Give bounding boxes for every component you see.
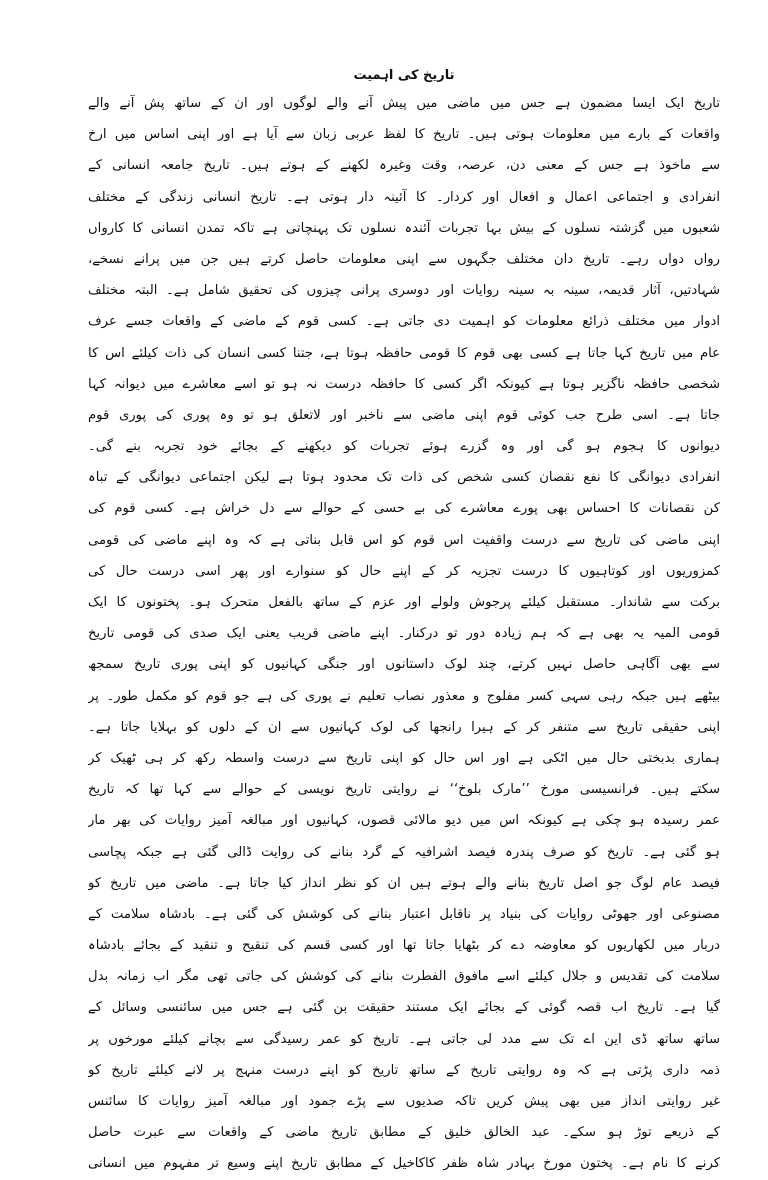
text-line: اپنی حقیقی تاریخ سے متنفر کر کے ہیرا رانجھا کی لوک کہانیوں سے ان کے دلوں کو بہلایا جاتا ہے۔ — [88, 719, 720, 735]
text-line: کمزوریوں اور کوتاہیوں کا درست تجزیہ کر کے اپنے حال کو سنوارے اور پھر اسی درست حال کی — [88, 563, 720, 579]
document-page — [88, 66, 720, 1172]
text-line: ادوار میں مختلف ذرائع معلومات کو اہمیت دی جاتی ہے۔ کسی قوم کے ماضی کے واقعات جسے عرف — [88, 314, 720, 330]
document-body — [88, 88, 720, 1180]
text-line: ذمہ داری پڑتی ہے کہ وہ روایتی تاریخ کے ساتھ تاریخ کو اپنے درست منہج پر لانے کیلئے تاریخ کو — [88, 1062, 720, 1078]
text-line: کے ذریعے توڑ ہو سکے۔ عبد الخالق خلیق کے مطابق تاریخ ماضی کے واقعات سے عبرت حاصل — [88, 1125, 720, 1141]
text-line: سے ماخوذ ہے جس کے معنی دن، عرصہ، وقت وغیرہ لکھنے کے ہوتے ہیں۔ تاریخ جامعہ انسانی کے — [88, 158, 720, 174]
text-line: تاریخ ایک ایسا مضمون ہے جس میں ماضی میں پیش آنے والے لوگوں اور ان کے ساتھ پش آنے والے — [88, 96, 720, 111]
text-line: ہو گئی ہے۔ تاریخ کو صرف پندرہ فیصد اشرافیہ کے گرد بنانے کی روایت ڈالی گئی ہے جبکہ پچاسی — [88, 844, 720, 860]
text-line: کن نقصانات کا احساس بھی پورے معاشرے کی بے حسی کے حوالے سے دل خراش ہے۔ کسی قوم کی — [88, 501, 720, 517]
text-line: گیا ہے۔ تاریخ اب قصہ گوئی کے بجائے ایک مستند حقیقت بن گئی ہے جس میں سائنسی وسائل کے — [88, 1000, 720, 1016]
text-line: برکت سے شاندار۔ مستقبل کیلئے پرجوش ولولے اور عزم کے ساتھ بالفعل متحرک ہو۔ پختونوں کا ایک — [88, 595, 720, 610]
text-line: شخصی حافظہ ناگزیر ہوتا ہے کیونکہ اگر کسی کا حافظہ درست نہ ہو تو اسے معاشرے میں دیوانہ کہا — [88, 376, 720, 392]
text-line: واقعات کے بارے میں معلومات ہوتی ہیں۔ تاریخ کا لفظ عربی زبان سے آیا ہے اور اپنی اساس میں ارخ — [88, 127, 720, 143]
text-line: مصنوعی اور جھوٹی روایات کی بنیاد پر ناقابل اعتبار بنانے کی کوشش کی گئی ہے۔ بادشاہ سلامت کے — [88, 906, 720, 922]
text-line: سے بھی آگاہی حاصل نہیں کرتے، چند لوک داستانوں اور جنگی کہانیوں کو اپنی پوری تاریخ سمجھ — [88, 657, 720, 673]
text-line: شہادتیں، آثار قدیمہ، سینہ بہ سینہ روایات اور دوسری پرانی چیزوں کی تحقیق شامل ہے۔ البتہ مختلف — [88, 283, 720, 299]
text-line: کرنے کا نام ہے۔ پختون مورخ بہادر شاہ ظفر کاکاخیل کے مطابق تاریخ اپنے وسیع تر مفہوم میں انسانی — [88, 1156, 720, 1172]
text-line: ساتھ ساتھ ڈی این اے تک سے مدد لی جاتی ہے۔ تاریخ کو عمر رسیدگی سے بچانے کیلئے مورخوں پر — [88, 1031, 720, 1047]
text-line: عام میں تاریخ کہا جاتا ہے کسی بھی قوم کا قومی حافظہ ہوتا ہے، جتنا کسی انسان کی ذات کیلئے اس کا — [88, 345, 720, 361]
text-line: غیر روایتی انداز میں بھی پیش کریں تاکہ صدیوں سے پڑے جمود اور مبالغہ آمیز روایات کا سائنس — [88, 1094, 720, 1109]
text-line: دربار میں لکھاریوں کو معاوضہ دے کر بٹھایا جاتا تھا اور کسی قسم کی تنقیح و تنقید کے بجائے بادشاہ — [88, 938, 720, 954]
text-line: شعبوں میں گزشتہ نسلوں کے بیش بہا تجربات آئندہ نسلوں تک پہنچاتی ہے تاکہ تمدن انسانی کا کارواں — [88, 220, 720, 236]
text-line: انفرادی دیوانگی کا نفع نقصان کسی شخص کی ذات تک محدود ہوتا ہے لیکن اجتماعی دیوانگی کے تباہ — [88, 470, 720, 486]
text-line: جاتا ہے۔ اسی طرح جب کوئی قوم اپنی ماضی سے ناخبر اور لاتعلق ہو تو وہ پوری کی پوری قوم — [88, 407, 720, 423]
text-line: بیٹھے ہیں جبکہ رہی سہی کسر مفلوج و معذور نصاب تعلیم نے پوری کی ہے جو قوم کو مکمل طور۔ پر — [88, 688, 720, 704]
text-line: قومی المیہ یہ بھی ہے کہ ہم زیادہ دور تو درکنار۔ اپنے ماضی قریب یعنی ایک صدی کی قومی تاریخ — [88, 626, 720, 642]
text-line: ہماری بدبختی حال میں اٹکی ہے اور اس حال کو اپنی تاریخ سے درست واسطہ رکھ کر ہی ٹھیک کر — [88, 750, 720, 766]
text-line: انفرادی و اجتماعی اعمال و افعال اور کردار۔ کا آئینہ دار ہوتی ہے۔ تاریخ انسانی زندگی کے مختلف — [88, 189, 720, 205]
text-line: فیصد عام لوگ جو اصل تاریخ بنانے والے ہوتے ہیں ان کو نظر انداز کیا جاتا ہے۔ ماضی میں تاریخ کو — [88, 875, 720, 891]
text-line: اپنی ماضی کی تاریخ سے درست واقفیت اس قوم کو اس قابل بناتی ہے کہ وہ اپنے ماضی کی قومی — [88, 532, 720, 548]
text-line: سلامت کی تقدیس و جلال کیلئے اسے مافوق الفطرت بنانے کی کوشش کی جاتی تھی مگر اب زمانہ بدل — [88, 969, 720, 985]
text-line: عمر رسیدہ ہو چکی ہے کیونکہ اس میں دیو مالائی قصوں، کہانیوں اور مبالغہ آمیز روایات کی بھر مار — [88, 813, 720, 829]
text-line: رواں دواں رہے۔ تاریخ دان مختلف جگہوں سے اپنی معلومات حاصل کرتے ہیں جن میں پرانے نسخے، — [88, 251, 720, 267]
text-line: سکتے ہیں۔ فرانسیسی مورخ ’’مارک بلوخ‘‘ نے روایتی تاریخ نویسی کے حوالے سے کہا تھا کہ تاریخ — [88, 782, 720, 798]
text-line: دیوانوں کا ہجوم ہو گی اور وہ گزرے ہوئے تجربات کو دیکھنے کے بجائے خود تجربہ بنے گی۔ — [88, 439, 720, 455]
document-title: تاریخ کی اہمیت — [353, 68, 455, 83]
